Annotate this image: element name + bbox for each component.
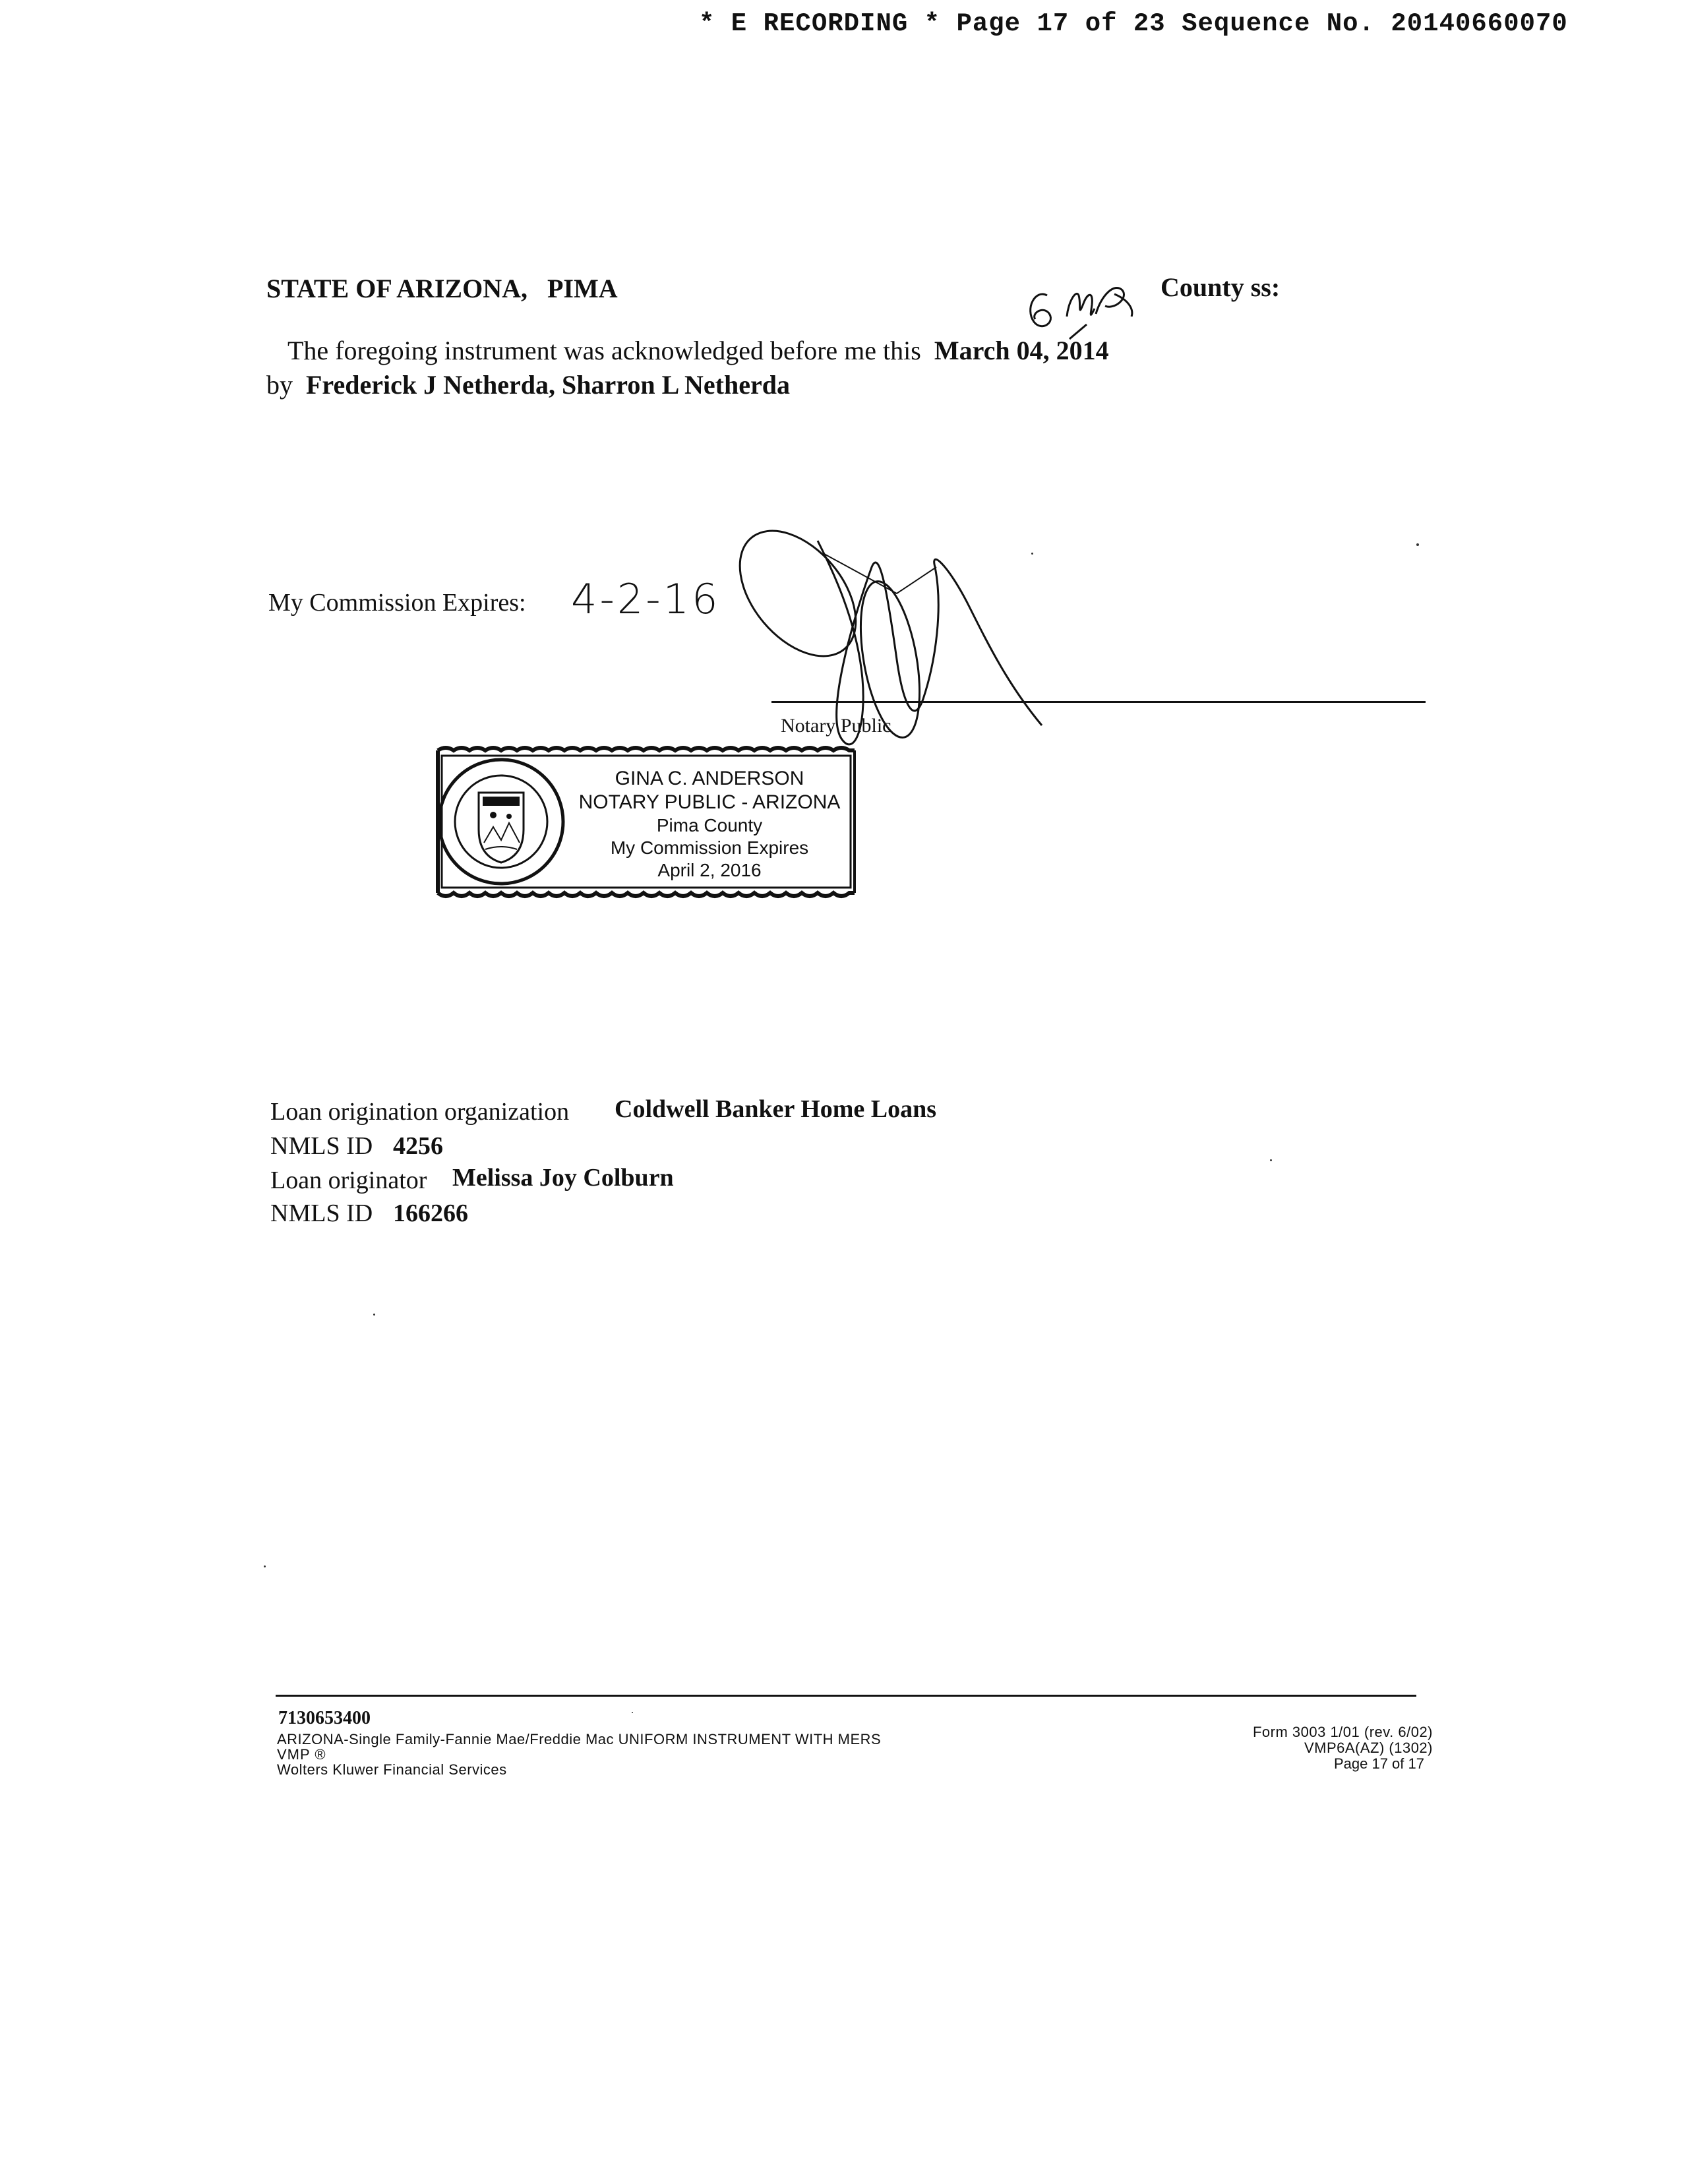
footer-form-code: VMP6A(AZ) (1302) — [1304, 1740, 1433, 1756]
nmls-originator-value: 166266 — [393, 1199, 468, 1227]
footer-vmp: VMP ® — [277, 1746, 326, 1763]
scan-speck — [1416, 543, 1419, 546]
stamp-county: Pima County — [656, 815, 763, 835]
signers-names: Frederick J Netherda, Sharron L Netherda — [306, 370, 791, 400]
commission-expires-label: My Commission Expires: — [268, 589, 526, 617]
state-county-line — [266, 273, 618, 304]
stamp-notary-name: GINA C. ANDERSON — [615, 768, 804, 789]
nmls-org-value: 4256 — [393, 1132, 443, 1160]
scan-speck — [632, 1712, 633, 1713]
notary-signature — [725, 528, 1068, 778]
acknowledgment-text: The foregoing instrument was acknowledged before me this — [287, 336, 921, 365]
state-name: STATE OF ARIZONA, — [266, 274, 528, 303]
scan-speck — [1031, 553, 1033, 555]
scan-speck — [264, 1565, 266, 1567]
loan-org-label: Loan origination organization — [270, 1098, 570, 1126]
footer-loan-number: 7130653400 — [278, 1708, 371, 1728]
scan-speck — [1270, 1159, 1272, 1161]
signers-line — [266, 369, 790, 400]
footer-publisher: Wolters Kluwer Financial Services — [277, 1761, 507, 1778]
footer-form-number: Form 3003 1/01 (rev. 6/02) — [1252, 1724, 1433, 1740]
stamp-notary-title: NOTARY PUBLIC - ARIZONA — [578, 791, 841, 813]
stamp-expires-label: My Commission Expires — [610, 837, 809, 858]
commission-expires-handwritten: 4-2-16 — [571, 575, 721, 623]
county-ss-label: County ss: — [1160, 272, 1281, 302]
notary-public-label: Notary Public — [781, 715, 891, 737]
notary-stamp — [433, 744, 862, 901]
loan-originator-label: Loan originator — [270, 1167, 427, 1194]
nmls-org-label: NMLS ID — [270, 1132, 373, 1160]
footer-rule — [276, 1695, 1416, 1697]
acknowledgment-statement — [287, 335, 1109, 366]
stamp-expires-date: April 2, 2016 — [657, 860, 762, 880]
footer-page-number: Page 17 of 17 — [1333, 1755, 1424, 1772]
recording-header: * E RECORDING * Page 17 of 23 Sequence No. 20140660070 — [699, 9, 1568, 38]
loan-org-value: Coldwell Banker Home Loans — [615, 1095, 937, 1123]
nmls-originator-label: NMLS ID — [270, 1199, 373, 1227]
county-name: PIMA — [547, 274, 618, 303]
by-label: by — [266, 370, 293, 400]
scan-speck — [373, 1314, 375, 1316]
footer-form-description: ARIZONA-Single Family-Fannie Mae/Freddie Mac UNIFORM INSTRUMENT WITH MERS — [277, 1731, 882, 1747]
acknowledgment-date: March 04, 2014 — [934, 336, 1109, 365]
loan-originator-value: Melissa Joy Colburn — [452, 1164, 674, 1192]
